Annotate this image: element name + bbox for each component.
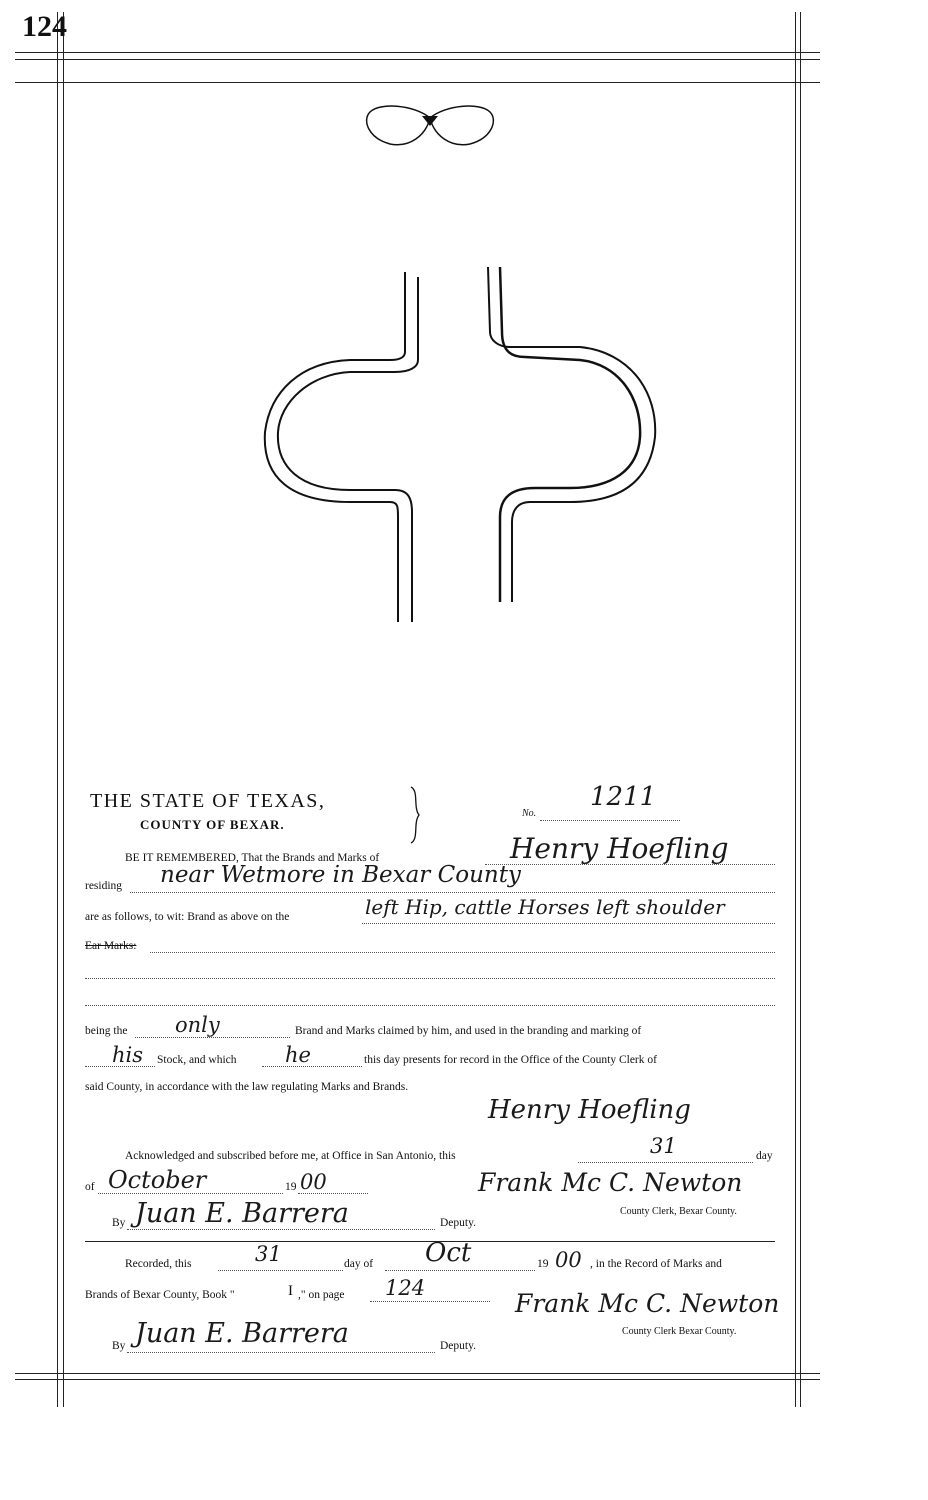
deputy-signature: Juan E. Barrera bbox=[135, 1198, 349, 1229]
ack-month: October bbox=[108, 1166, 207, 1194]
residence: near Wetmore in Bexar County bbox=[160, 862, 521, 888]
record-no-line bbox=[540, 820, 680, 821]
residence-line bbox=[130, 892, 775, 893]
left-margin-line-2 bbox=[63, 12, 64, 1407]
county-subtitle: COUNTY OF BEXAR. bbox=[140, 817, 285, 832]
deputy-line bbox=[127, 1229, 435, 1230]
day-label: day bbox=[756, 1150, 773, 1162]
owner-signature: Henry Hoefling bbox=[488, 1095, 691, 1125]
left-margin-line bbox=[57, 12, 58, 1407]
rec-deputy-line bbox=[127, 1352, 435, 1353]
rec-day: 31 bbox=[255, 1242, 282, 1266]
book-value: I bbox=[288, 1283, 293, 1299]
bottom-rule bbox=[15, 1373, 820, 1374]
only-value: only bbox=[175, 1013, 220, 1037]
his-value: his bbox=[112, 1043, 144, 1067]
county-clerk-title: County Clerk, Bexar County. bbox=[620, 1206, 737, 1217]
this-day-label: this day presents for record in the Office of the County Clerk of bbox=[364, 1054, 657, 1066]
record-number: 1211 bbox=[590, 782, 657, 812]
brand-location-line bbox=[362, 923, 775, 924]
ear-marks-line-1 bbox=[150, 952, 775, 953]
said-county-label: said County, in accordance with the law regulating Marks and Brands. bbox=[85, 1081, 409, 1093]
rec-by-label: By bbox=[112, 1340, 126, 1352]
top-rule-3 bbox=[15, 82, 820, 83]
clerk-signature: Frank Mc C. Newton bbox=[478, 1168, 743, 1197]
page-number: 124 bbox=[22, 10, 67, 43]
by-label: By bbox=[112, 1217, 126, 1229]
rec-month-line bbox=[385, 1270, 535, 1271]
stock-which-label: Stock, and which bbox=[157, 1054, 237, 1066]
ack-day: 31 bbox=[650, 1134, 677, 1158]
state-title: THE STATE OF TEXAS, bbox=[90, 790, 326, 812]
right-margin-line bbox=[795, 12, 796, 1407]
record-text: , in the Record of Marks and bbox=[590, 1258, 722, 1270]
rec-deputy-label: Deputy. bbox=[440, 1340, 476, 1352]
brace-icon bbox=[405, 785, 425, 845]
only-line bbox=[135, 1037, 290, 1038]
ack-year: 00 bbox=[300, 1170, 327, 1194]
rec-month: Oct bbox=[425, 1238, 472, 1268]
record-no-label: No. bbox=[522, 808, 537, 819]
recorded-label: Recorded, this bbox=[125, 1258, 192, 1270]
being-the-label: being the bbox=[85, 1025, 128, 1037]
he-line bbox=[262, 1066, 362, 1067]
acknowledged-label: Acknowledged and subscribed before me, at Office in San Antonio, this bbox=[125, 1150, 456, 1162]
bottom-rule-2 bbox=[15, 1379, 820, 1380]
ear-marks-line-3 bbox=[85, 1005, 775, 1006]
right-margin-line-2 bbox=[800, 12, 801, 1407]
rec-clerk-signature: Frank Mc C. Newton bbox=[515, 1289, 780, 1318]
ear-marks-line-2 bbox=[85, 978, 775, 979]
he-value: he bbox=[285, 1043, 311, 1067]
brands-of-label: Brands of Bexar County, Book " bbox=[85, 1289, 235, 1301]
rec-deputy-signature: Juan E. Barrera bbox=[135, 1318, 349, 1349]
top-rule-2 bbox=[15, 59, 820, 60]
ack-year-prefix: 19 bbox=[285, 1181, 297, 1193]
brand-marks-claimed: Brand and Marks claimed by him, and used in the branding and marking of bbox=[295, 1025, 642, 1037]
rec-page-line bbox=[370, 1301, 490, 1302]
rec-county-clerk-title: County Clerk Bexar County. bbox=[622, 1326, 737, 1337]
rec-year-prefix: 19 bbox=[537, 1258, 549, 1270]
rec-year: 00 bbox=[555, 1248, 582, 1272]
deputy-label: Deputy. bbox=[440, 1217, 476, 1229]
of-label: of bbox=[85, 1181, 95, 1193]
top-rule bbox=[15, 52, 820, 53]
rec-day-line bbox=[218, 1270, 343, 1271]
owner-name: Henry Hoefling bbox=[510, 832, 729, 865]
rec-page: 124 bbox=[385, 1276, 426, 1300]
as-follows-label: are as follows, to wit: Brand as above on the bbox=[85, 911, 290, 923]
ear-marks-label: Ear Marks: bbox=[85, 940, 137, 952]
brand-drawing bbox=[250, 262, 670, 632]
residing-label: residing bbox=[85, 880, 123, 892]
ear-mark-drawing bbox=[360, 100, 500, 155]
day-of-label: day of bbox=[344, 1258, 374, 1270]
ack-day-line bbox=[578, 1162, 753, 1163]
brand-location: left Hip, cattle Horses left shoulder bbox=[365, 895, 725, 919]
remembered-text: BE IT REMEMBERED, That the Brands and Marks of bbox=[125, 852, 380, 864]
on-page-label: ," on page bbox=[298, 1289, 345, 1301]
